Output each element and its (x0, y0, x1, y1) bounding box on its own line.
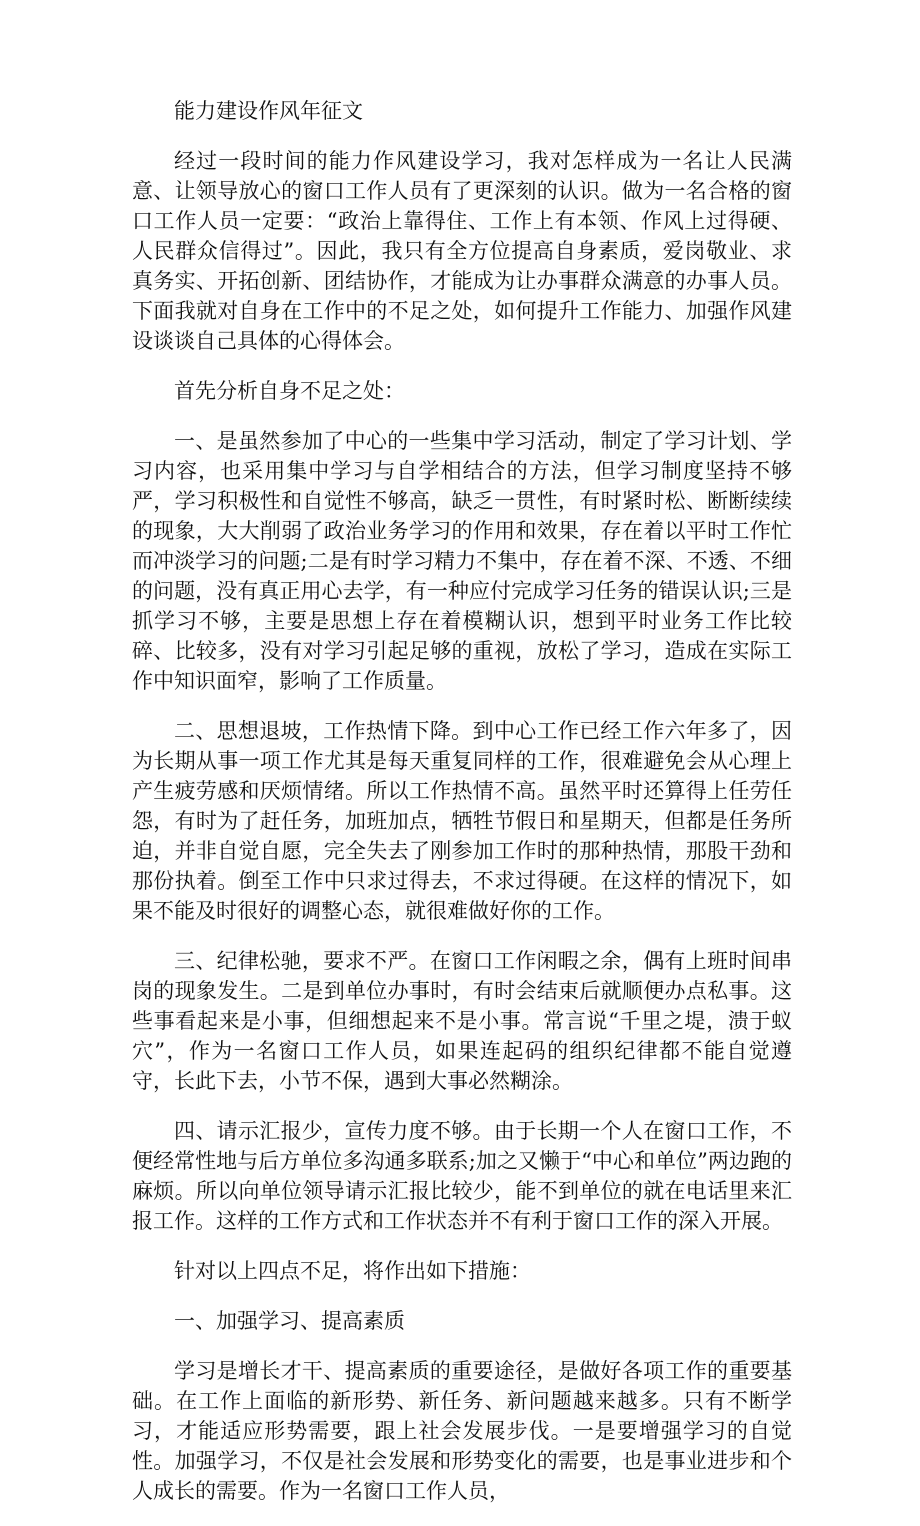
paragraph-shortcoming-1: 一、是虽然参加了中心的一些集中学习活动，制定了学习计划、学习内容，也采用集中学习与自学相结合的方法，但学习制度坚持不够严，学习积极性和自觉性不够高，缺乏一贯性，有时紧时松、断断续续的现象，大大削弱了政治业务学习的作用和效果，存在着以平时工作忙而冲淡学习的问题;二是有时学习精力不集中，存在着不深、不透、不细的问题，没有真正用心去学，有一种应付完成学习任务的错误认识;三是抓学习不够，主要是思想上存在着模糊认识，想到平时业务工作比较碎、比较多，没有对学习引起足够的重视，放松了学习，造成在实际工作中知识面窄，影响了工作质量。 (132, 429, 792, 693)
document-body (132, 96, 792, 1526)
document-title: 能力建设作风年征文 (174, 99, 363, 123)
paragraph-measure-1-heading: 一、加强学习、提高素质 (174, 1309, 405, 1333)
paragraph-intro: 经过一段时间的能力作风建设学习，我对怎样成为一名让人民满意、让领导放心的窗口工作人员有了更深刻的认识。做为一名合格的窗口工作人员一定要：“政治上靠得住、工作上有本领、作风上过得硬、人民群众信得过”。因此，我只有全方位提高自身素质，爱岗敬业、求真务实、开拓创新、团结协作，才能成为让办事群众满意的办事人员。下面我就对自身在工作中的不足之处，如何提升工作能力、加强作风建设谈谈自己具体的心得体会。 (132, 149, 792, 353)
paragraph-shortcoming-4: 四、请示汇报少，宣传力度不够。由于长期一个人在窗口工作，不便经常性地与后方单位多沟通多联系;加之又懒于“中心和单位”两边跑的麻烦。所以向单位领导请示汇报比较少，能不到单位的就在电话里来汇报工作。这样的工作方式和工作状态并不有利于窗口工作的深入开展。 (132, 1119, 792, 1233)
paragraph-measure-1-body: 学习是增长才干、提高素质的重要途径，是做好各项工作的重要基础。在工作上面临的新形势、新任务、新问题越来越多。只有不断学习，才能适应形势需要，跟上社会发展步伐。一是要增强学习的自觉性。加强学习，不仅是社会发展和形势变化的需要，也是事业进步和个人成长的需要。作为一名窗口工作人员， (132, 1359, 792, 1503)
paragraph-shortcoming-3: 三、纪律松驰，要求不严。在窗口工作闲暇之余，偶有上班时间串岗的现象发生。二是到单位办事时，有时会结束后就顺便办点私事。这些事看起来是小事，但细想起来不是小事。常言说“千里之堤，溃于蚁穴”，作为一名窗口工作人员，如果连起码的组织纪律都不能自觉遵守，长此下去，小节不保，遇到大事必然糊涂。 (132, 949, 792, 1093)
paragraph-shortcomings-heading: 首先分析自身不足之处： (174, 379, 405, 403)
paragraph-measures-heading: 针对以上四点不足，将作出如下措施： (174, 1259, 531, 1283)
paragraph-shortcoming-2: 二、思想退坡，工作热情下降。到中心工作已经工作六年多了，因为长期从事一项工作尤其是每天重复同样的工作，很难避免会从心理上产生疲劳感和厌烦情绪。所以工作热情不高。虽然平时还算得上任劳任怨，有时为了赶任务，加班加点，牺牲节假日和星期天，但都是任务所迫，并非自觉自愿，完全失去了刚参加工作时的那种热情，那股干劲和那份执着。倒至工作中只求过得去，不求过得硬。在这样的情况下，如果不能及时很好的调整心态，就很难做好你的工作。 (132, 719, 792, 923)
